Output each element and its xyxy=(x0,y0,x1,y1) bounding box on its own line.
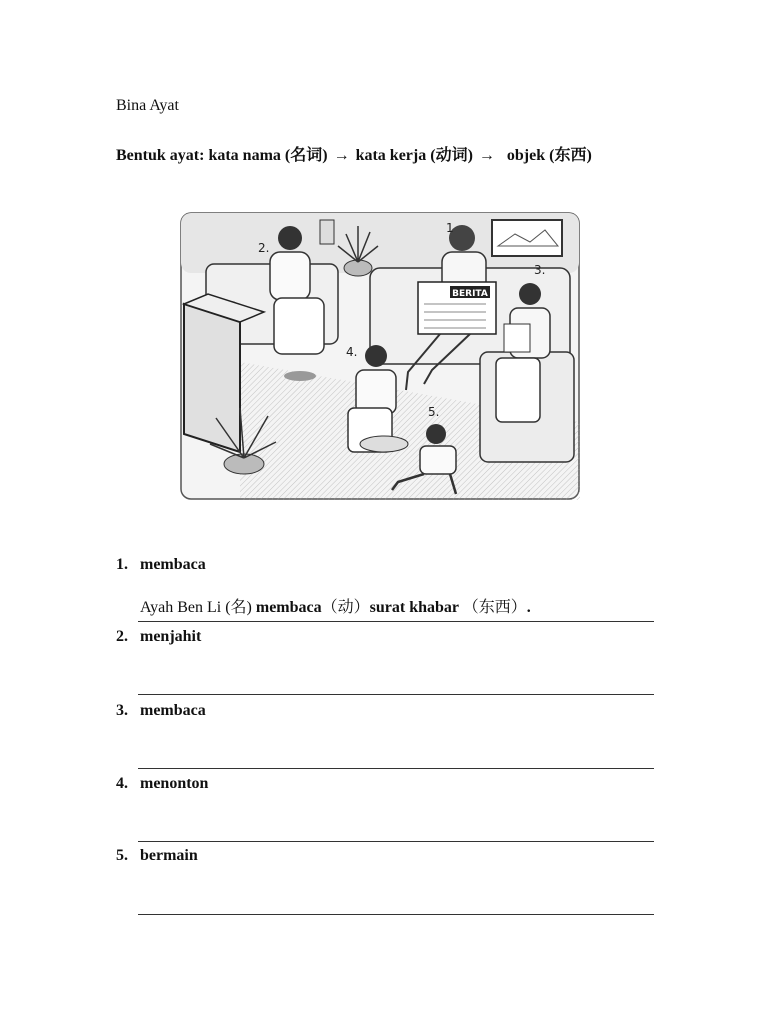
structure-verb: kata kerja (动词) xyxy=(355,147,473,164)
marker-3: 3. xyxy=(534,263,546,277)
question-4 xyxy=(116,775,208,793)
marker-5: 5. xyxy=(428,405,440,419)
sentence-structure xyxy=(116,142,592,165)
question-number: 5. xyxy=(116,847,128,864)
answer-line-2[interactable] xyxy=(138,694,654,695)
question-number: 2. xyxy=(116,628,128,645)
answer-subject: Ayah Ben Li xyxy=(140,599,222,616)
question-number: 1. xyxy=(116,556,128,573)
answer-line-5[interactable] xyxy=(138,914,654,915)
answer-tag-verb: （动） xyxy=(321,599,370,616)
answer-line-1[interactable] xyxy=(138,621,654,622)
answer-verb: membaca xyxy=(255,599,322,616)
answer-tag-object: （东西） xyxy=(462,599,527,616)
question-word: membaca xyxy=(140,556,206,573)
newspaper-headline: BERITA xyxy=(452,289,488,299)
question-5 xyxy=(116,847,198,865)
structure-object: objek (东西) xyxy=(506,147,592,164)
marker-1: 1 xyxy=(446,221,454,235)
question-number: 3. xyxy=(116,702,128,719)
answer-tag-noun: (名) xyxy=(225,599,252,616)
question-word: menjahit xyxy=(140,628,202,645)
question-word: membaca xyxy=(140,702,206,719)
arrow-icon: → xyxy=(478,147,495,164)
question-word: menonton xyxy=(140,775,209,792)
family-living-room-illustration xyxy=(180,212,580,500)
worksheet-title: Bina Ayat xyxy=(116,97,179,114)
question-1 xyxy=(116,556,206,574)
question-2 xyxy=(116,628,201,646)
question-3 xyxy=(116,702,206,720)
marker-2: 2. xyxy=(258,241,270,255)
answer-object: surat khabar xyxy=(369,599,459,616)
marker-4: 4. xyxy=(346,345,358,359)
answer-line-3[interactable] xyxy=(138,768,654,769)
example-answer xyxy=(140,594,531,617)
arrow-icon: → xyxy=(333,147,350,164)
answer-end: . xyxy=(526,599,531,616)
structure-noun: Bentuk ayat: kata nama (名词) xyxy=(116,147,328,164)
question-word: bermain xyxy=(140,847,198,864)
question-number: 4. xyxy=(116,775,128,792)
answer-line-4[interactable] xyxy=(138,841,654,842)
